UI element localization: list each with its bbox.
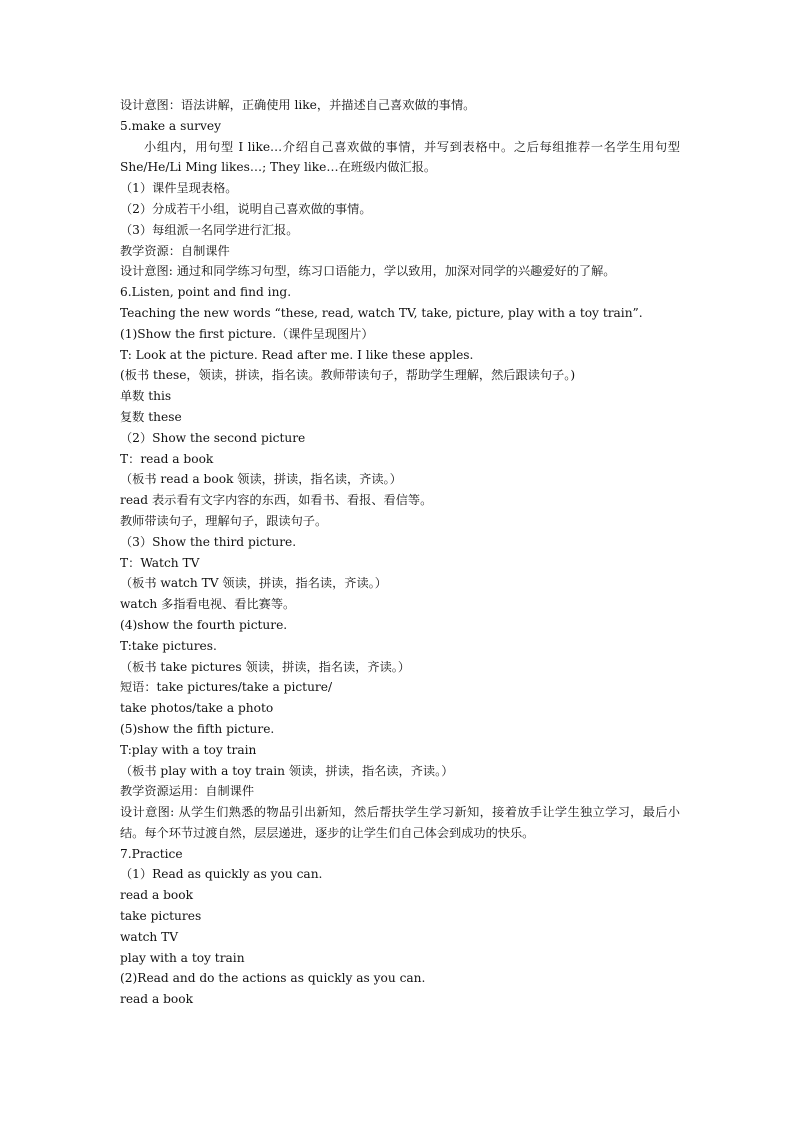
teaching-resource-usage: 教学资源运用：自制课件 [120, 784, 255, 799]
practice-item-read-a-book-2: read a book [120, 992, 193, 1007]
picture-5: (5)show the fifth picture. [120, 721, 275, 736]
board-note-take-pictures: （板书 take pictures 领读，拼读，指名读，齐读。） [120, 659, 411, 674]
section-7-heading: 7.Practice [120, 846, 183, 861]
practice-item-watch-tv: watch TV [120, 929, 179, 944]
survey-instructions: 小组内，用句型 I like…介绍自己喜欢做的事情，并写到表格中。之后每组推荐一名学生用句型 She/He/Li Ming likes…; They like…在班级内做汇报。 [120, 139, 680, 175]
board-note-these: (板书 these，领读，拼读，指名读。教师带读句子，帮助学生理解，然后跟读句子。) [120, 368, 576, 383]
board-note-play-with-toy-train: （板书 play with a toy train 领读，拼读，指名读，齐读。） [120, 763, 454, 778]
watch-explanation: watch 多指看电视、看比赛等。 [120, 597, 296, 612]
picture-1: (1)Show the first picture.（课件呈现图片） [120, 326, 374, 341]
step-1: （1）课件呈现表格。 [120, 181, 238, 196]
practice-item-read-a-book: read a book [120, 888, 193, 903]
plural-these: 复数 these [120, 409, 182, 424]
phrases-take-photos: take photos/take a photo [120, 701, 274, 716]
teaching-new-words: Teaching the new words “these, read, watch TV, take, picture, play with a toy train”. [120, 305, 643, 320]
singular-this: 单数 this [120, 389, 172, 404]
practice-item-play-with-toy-train: play with a toy train [120, 950, 245, 965]
picture-3: （3）Show the third picture. [120, 534, 297, 549]
picture-4: (4)show the fourth picture. [120, 617, 288, 632]
teacher-line-5: T:play with a toy train [120, 742, 257, 757]
practice-2: (2)Read and do the actions as quickly as you can. [120, 971, 426, 986]
design-intent-practice: 设计意图: 通过和同学练习句型，练习口语能力，学以致用，加深对同学的兴趣爱好的了解。 [120, 264, 616, 279]
design-intent-grammar: 设计意图：语法讲解，正确使用 like，并描述自己喜欢做的事情。 [120, 98, 476, 112]
board-note-watch-tv: （板书 watch TV 领读，拼读，指名读，齐读。） [120, 576, 387, 591]
picture-2: （2）Show the second picture [120, 430, 306, 445]
document-page [120, 95, 680, 1010]
section-6-heading: 6.Listen, point and find ing. [120, 285, 292, 300]
teacher-line-2: T：read a book [120, 451, 214, 466]
teacher-line-1: T: Look at the picture. Read after me. I like these apples. [120, 347, 474, 362]
teacher-lead-reading: 教师带读句子，理解句子，跟读句子。 [120, 513, 328, 528]
step-2: （2）分成若干小组，说明自己喜欢做的事情。 [120, 201, 372, 216]
teacher-line-3: T：Watch TV [120, 555, 200, 570]
teaching-resource: 教学资源：自制课件 [120, 243, 230, 258]
practice-1: （1）Read as quickly as you can. [120, 867, 323, 882]
step-3: （3）每组派一名同学进行汇报。 [120, 222, 299, 237]
phrases-take-pictures: 短语：take pictures/take a picture/ [120, 680, 333, 695]
section-5-heading: 5.make a survey [120, 118, 221, 133]
board-note-read-a-book: （板书 read a book 领读，拼读，指名读，齐读。） [120, 472, 402, 487]
read-explanation: read 表示看有文字内容的东西，如看书、看报、看信等。 [120, 493, 433, 508]
practice-item-take-pictures: take pictures [120, 909, 202, 924]
teacher-line-4: T:take pictures. [120, 638, 217, 653]
design-intent-new-knowledge: 设计意图: 从学生们熟悉的物品引出新知，然后帮扶学生学习新知，接着放手让学生独立学习，最后小结。每个环节过渡自然，层层递进，逐步的让学生们自己体会到成功的快乐。 [120, 805, 680, 840]
